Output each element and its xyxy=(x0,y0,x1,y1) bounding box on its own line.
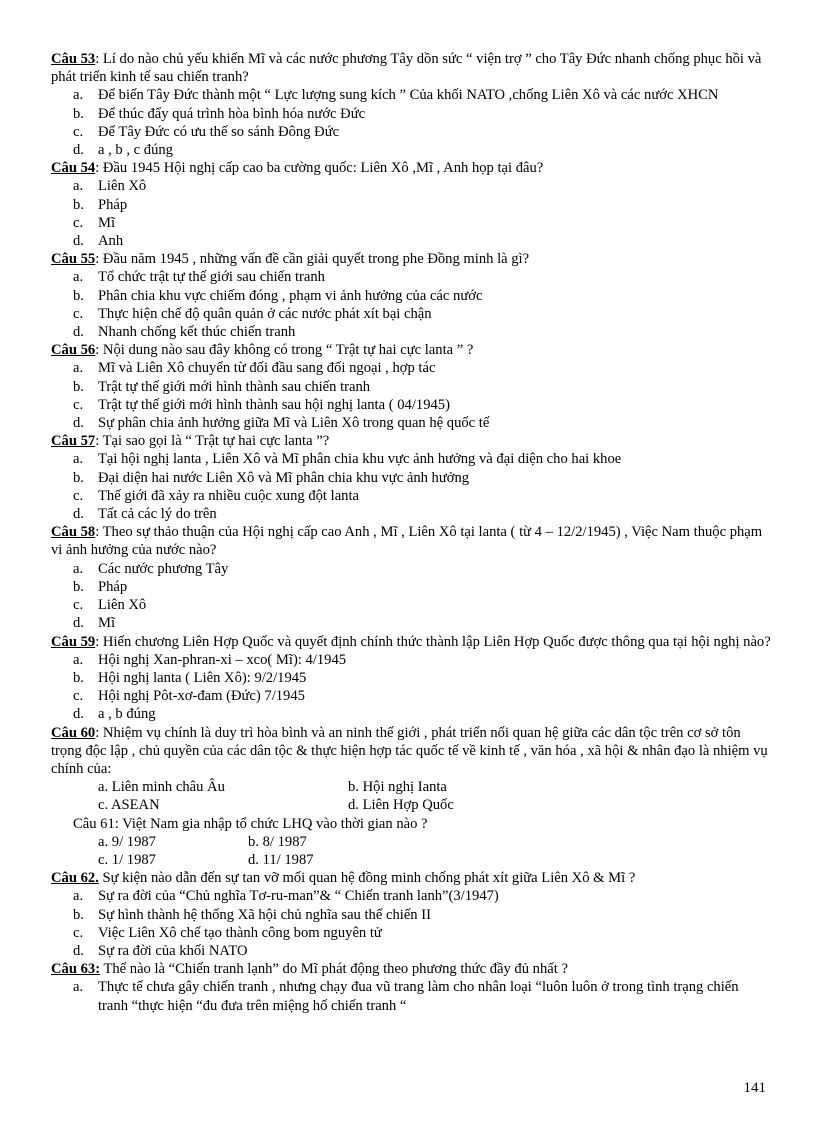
option-a: a. Các nước phương Tây xyxy=(73,560,229,577)
option-d: d. Mĩ xyxy=(73,615,116,632)
question-number: Câu 63: xyxy=(51,961,101,978)
question-59 xyxy=(51,633,771,651)
option-d: d. Nhanh chống kết thúc chiến tranh xyxy=(73,324,296,341)
option-d: d. a , b đúng xyxy=(73,706,156,723)
option-a: a. Liên minh châu Âu xyxy=(98,779,225,796)
question-63 xyxy=(51,960,771,978)
options-grid xyxy=(51,778,771,814)
option-d: d. Liên Hợp Quốc xyxy=(348,797,454,814)
option-b: b. 8/ 1987 xyxy=(248,833,307,850)
option-d: d. a , b , c đúng xyxy=(73,142,173,159)
question-58 xyxy=(51,523,771,559)
option-b: b. Pháp xyxy=(73,578,128,595)
option-c: c. Liên Xô xyxy=(73,597,147,614)
document-page xyxy=(51,50,771,1015)
option-a: a. 9/ 1987 xyxy=(98,833,156,850)
question-text: : Đầu năm 1945 , những vấn đề cần giải quyết trong phe Đồng minh là gì? xyxy=(95,251,530,268)
option-a: a. Tại hội nghị lanta , Liên Xô và Mĩ phân chia khu vực ảnh hưởng và đại diện cho hai khoe xyxy=(73,451,622,468)
question-text: Thế nào là “Chiến tranh lạnh” do Mĩ phát động theo phương thức đầy đủ nhất ? xyxy=(100,961,568,978)
option-c: c. Để Tây Đức có ưu thế so sánh Đông Đức xyxy=(73,123,340,140)
question-text: : Nội dung nào sau đây không có trong “ Trật tự hai cực lanta ” ? xyxy=(95,342,474,359)
option-a: a. Để biến Tây Đức thành một “ Lực lượng sung kích ” Của khối NATO ,chống Liên Xô và các nước XHCN xyxy=(73,87,719,104)
question-number: Câu 55 xyxy=(51,251,96,268)
question-62 xyxy=(51,869,771,887)
page-number: 141 xyxy=(743,1080,766,1096)
question-56 xyxy=(51,341,771,359)
option-b: b. Phân chia khu vực chiếm đóng , phạm vi ảnh hưởng của các nước xyxy=(73,287,483,304)
option-a: a. Liên Xô xyxy=(73,178,147,195)
option-d: d. Sự ra đời của khối NATO xyxy=(73,942,248,959)
option-c: c. Thực hiện chế độ quân quản ở các nước phát xít bại chận xyxy=(73,305,432,322)
option-a: a. Thực tế chưa gây chiến tranh , nhưng chạy đua vũ trang làm cho nhân loại “luôn luôn ở trong tình trạng chiến tranh “thực hiện “đu đưa trên miệng hố chiến tranh “ xyxy=(73,979,739,1014)
question-number: Câu 59 xyxy=(51,633,96,650)
option-b: b. Đại diện hai nước Liên Xô và Mĩ phân chia khu vực ảnh hưởng xyxy=(73,469,470,486)
question-number: Câu 56 xyxy=(51,342,96,359)
question-61 xyxy=(51,815,771,833)
option-b: b. Trật tự thế giới mới hình thành sau chiến tranh xyxy=(73,378,371,395)
option-b: b. Pháp xyxy=(73,196,128,213)
option-a: a. Mĩ và Liên Xô chuyển từ đối đầu sang đối ngoại , hợp tác xyxy=(73,360,436,377)
option-d: d. Anh xyxy=(73,233,124,250)
question-54 xyxy=(51,159,771,177)
option-b: b. Sự hình thành hệ thống Xã hội chủ nghĩa sau thế chiến II xyxy=(73,906,431,923)
question-text: Câu 61: Việt Nam gia nhập tổ chức LHQ vào thời gian nào ? xyxy=(73,815,428,832)
question-text: Sự kiện nào dẫn đến sự tan vỡ mối quan hệ đồng minh chống phát xít giữa Liên Xô & Mĩ ? xyxy=(98,870,636,887)
option-c: c. 1/ 1987 xyxy=(98,851,156,868)
option-d: d. Tất cả các lý do trên xyxy=(73,506,217,523)
question-55 xyxy=(51,250,771,268)
option-b: b. Để thúc đẩy quá trình hòa bình hóa nước Đức xyxy=(73,105,366,122)
option-b: b. Hội nghị lanta ( Liên Xô): 9/2/1945 xyxy=(73,669,307,686)
option-a: a. Sự ra đời của “Chủ nghĩa Tơ-ru-man”& “ Chiến tranh lanh”(3/1947) xyxy=(73,888,499,905)
option-a: a. Hội nghị Xan-phran-xi – xco( Mĩ): 4/1945 xyxy=(73,651,347,668)
option-c: c. Mĩ xyxy=(73,214,116,231)
question-text: : Hiến chương Liên Hợp Quốc và quyết định chính thức thành lập Liên Hợp Quốc được thông qua tại hội nghị nào? xyxy=(95,633,771,650)
question-number: Câu 60 xyxy=(51,724,96,741)
question-53 xyxy=(51,50,771,86)
option-b: b. Hội nghị Ianta xyxy=(348,779,447,796)
question-57 xyxy=(51,432,771,450)
option-a: a. Tổ chức trật tự thế giới sau chiến tranh xyxy=(73,269,325,286)
option-c: c. ASEAN xyxy=(98,797,160,814)
question-text: : Theo sự thảo thuận của Hội nghị cấp cao Anh , Mĩ , Liên Xô tại lanta ( từ 4 – 12/2/1945) , Việc Nam thuộc phạm vi ảnh hưởng của nước nào? xyxy=(51,524,763,559)
question-number: Câu 54 xyxy=(51,160,96,177)
option-c: c. Trật tự thế giới mới hình thành sau hội nghị lanta ( 04/1945) xyxy=(73,396,450,413)
question-text: : Đầu 1945 Hội nghị cấp cao ba cường quốc: Liên Xô ,Mĩ , Anh họp tại đâu? xyxy=(95,160,544,177)
option-d: d. 11/ 1987 xyxy=(248,851,314,868)
options-grid xyxy=(51,833,771,869)
option-d: d. Sự phân chia ảnh hưởng giữa Mĩ và Liên Xô trong quan hệ quốc tế xyxy=(73,415,490,432)
question-number: Câu 57 xyxy=(51,433,96,450)
option-c: c. Việc Liên Xô chế tạo thành công bom nguyên tử xyxy=(73,924,382,941)
question-number: Câu 62. xyxy=(51,870,99,887)
question-text: : Tại sao gọi là “ Trật tự hai cực lanta ”? xyxy=(95,433,330,450)
question-number: Câu 58 xyxy=(51,524,96,541)
question-60 xyxy=(51,724,771,779)
option-c: c. Thế giới đã xảy ra nhiều cuộc xung đột lanta xyxy=(73,487,359,504)
option-c: c. Hội nghị Pôt-xơ-đam (Đức) 7/1945 xyxy=(73,688,305,705)
question-text: : Lí do nào chủ yếu khiến Mĩ và các nước phương Tây dồn sức “ viện trợ ” cho Tây Đức nhanh chống phục hồi và phát triển kinh tế sau chiến tranh? xyxy=(51,51,762,86)
question-number: Câu 53 xyxy=(51,51,96,67)
question-text: : Nhiệm vụ chính là duy trì hòa bình và an ninh thế giới , phát triển nối quan hệ giữa các dân tộc trên cơ sở tôn trọng độc lập , chủ quyền của các dân tộc & thực hiện hợp tác quốc tế về kinh tế , văn hóa , xã hội & nhân đạo là nhiệm vụ chính của: xyxy=(51,724,768,777)
